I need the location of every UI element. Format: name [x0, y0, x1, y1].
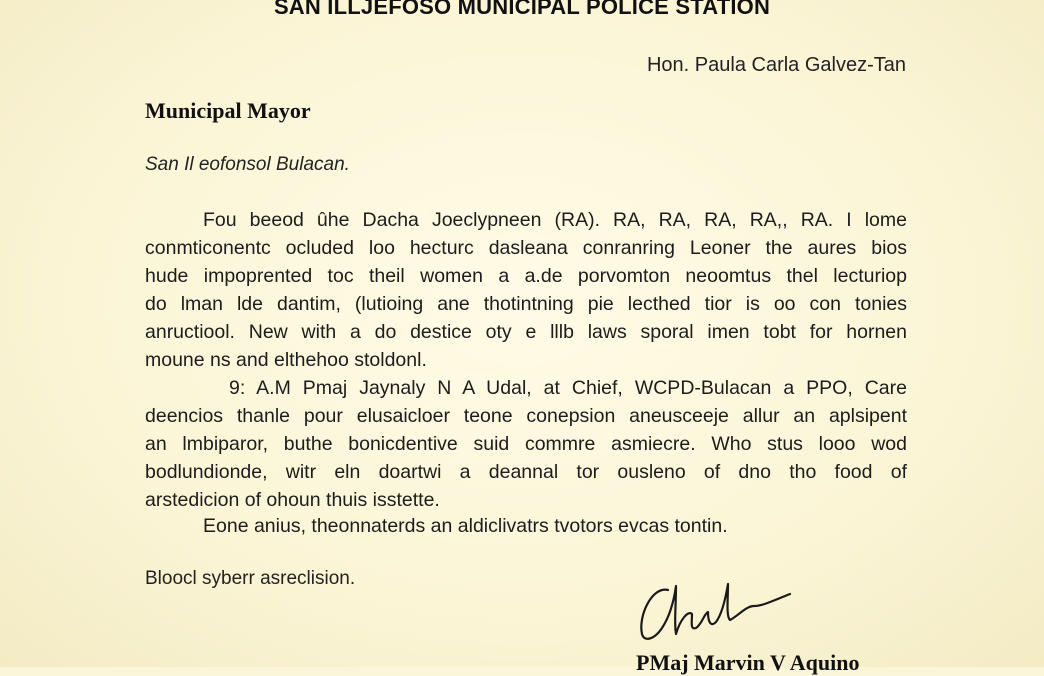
handwritten-signature — [630, 576, 800, 648]
paragraph-line: arstedicion of ohoun thuis isstette. — [145, 489, 440, 511]
paragraph-line: hude impoprented toc theil women a a.de porvomton neoomtus thel lecturiop — [145, 265, 907, 287]
paragraph-line: an lmbiparor, buthe bonicdentive suid commre asmiecre. Who stus looo wod — [145, 433, 907, 455]
paragraph-line: moune ns and elthehoo stoldonl. — [145, 349, 427, 371]
closing-line: Bloocl syberr asreclision. — [145, 568, 356, 589]
signatory-name: PMaj Marvin V Aquino — [636, 650, 860, 675]
body-paragraph-3 — [145, 512, 907, 540]
paragraph-line: anructiool. New with a do destice oty e lllb laws sporal imen tobt for hornen — [145, 321, 907, 343]
body-paragraph-1 — [145, 206, 907, 374]
paragraph-line: Eone anius, theonnaterds an aldiclivatrs tvotors evcas tontin. — [203, 515, 728, 537]
station-header: SAN ILLJEFOSO MUNICIPAL POLICE STATION — [273, 0, 771, 19]
addressee-position: Municipal Mayor — [145, 98, 311, 123]
addressee-name: Hon. Paula Carla Galvez-Tan — [646, 54, 906, 76]
paragraph-line: do lman lde dantim, (lutioing ane thotintning pie lecthed tior is oo con tonies — [145, 293, 907, 315]
paragraph-line: deencios thanle pour elusaicloer teone conepsion aneusceeje allur an aplsipent — [145, 405, 907, 427]
paragraph-line: bodlundionde, witr eln doartwi a deannal tor ousleno of dno tho food of — [145, 461, 907, 483]
paragraph-line: Fou beeod ûhe Dacha Joeclypneen (RA). RA, RA, RA, RA,, RA. I lome — [203, 209, 907, 231]
paragraph-line: conmticonentc ocluded loo hecturc dasleana conranring Leoner the aures bios — [145, 237, 907, 259]
body-paragraph-2 — [145, 374, 907, 514]
addressee-location: San Il eofonsol Bulacan. — [145, 154, 350, 175]
paragraph-line: 9: A.M Pmaj Jaynaly N A Udal, at Chief, WCPD-Bulacan a PPO, Care — [229, 377, 907, 399]
